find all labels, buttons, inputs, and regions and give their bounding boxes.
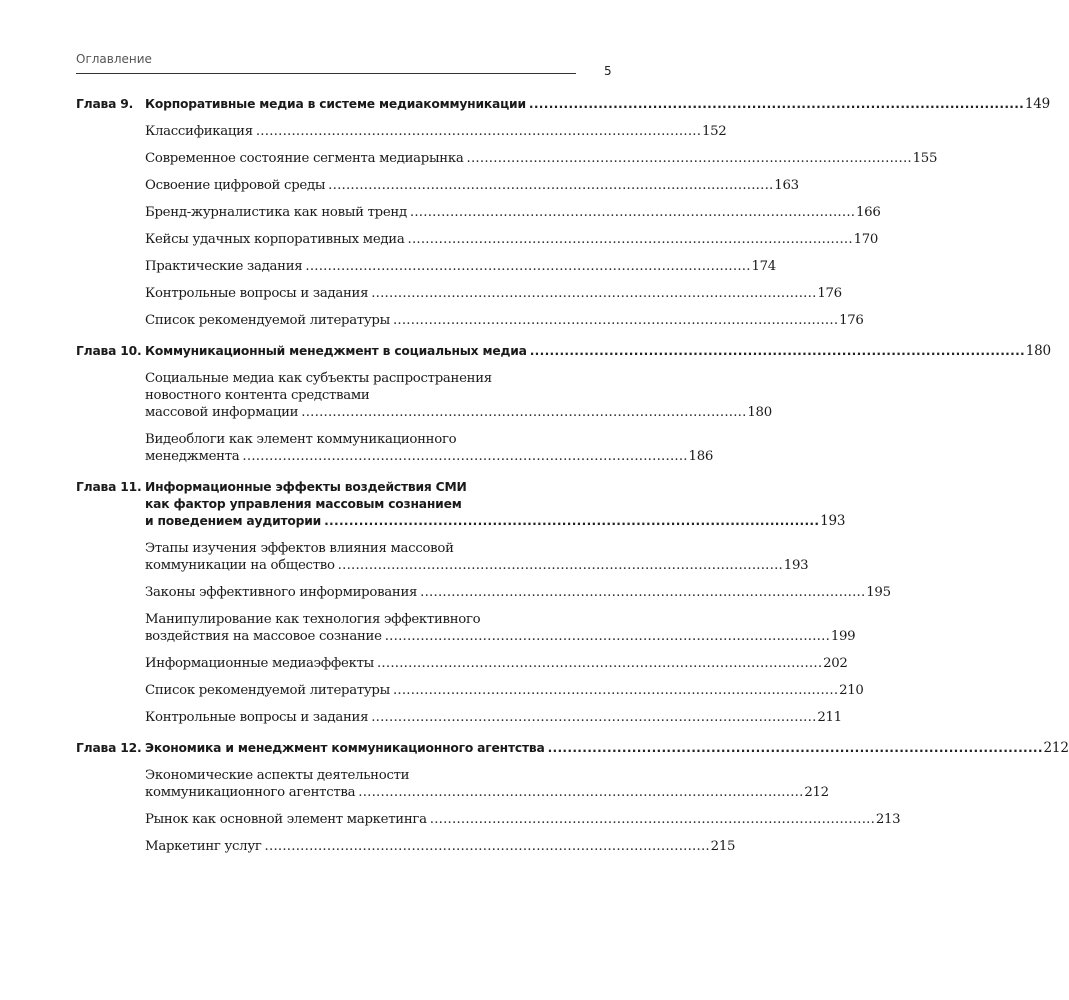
section-line xyxy=(145,557,809,574)
dot-leader xyxy=(420,584,863,601)
section-title: Бренд-журналистика как новый тренд xyxy=(145,205,407,220)
section-line xyxy=(145,811,901,828)
section-entry[interactable] xyxy=(145,611,856,645)
chapter-title-line xyxy=(145,496,845,513)
section-entry[interactable] xyxy=(145,682,864,699)
dot-leader xyxy=(407,231,850,248)
section-line xyxy=(145,150,938,167)
section-entry[interactable] xyxy=(145,584,891,601)
section-page-number: 215 xyxy=(710,839,736,854)
section-line xyxy=(145,682,864,699)
chapter-heading[interactable] xyxy=(76,740,1069,757)
section-entry[interactable] xyxy=(145,285,842,302)
section-page-number: 193 xyxy=(783,558,809,573)
section-title: Список рекомендуемой литературы xyxy=(145,683,390,698)
section-entry[interactable] xyxy=(145,540,809,574)
section-title: Список рекомендуемой литературы xyxy=(145,313,390,328)
section-title: Контрольные вопросы и задания xyxy=(145,710,369,725)
chapter-title-line xyxy=(145,343,1051,360)
chapter-heading[interactable] xyxy=(76,96,1051,113)
section-line xyxy=(145,709,842,726)
dot-leader xyxy=(256,123,699,140)
chapter-page-number: 180 xyxy=(1025,343,1051,359)
section-page-number: 212 xyxy=(804,785,829,800)
section-line xyxy=(145,204,881,221)
section-entry[interactable] xyxy=(145,709,842,726)
chapter-title xyxy=(145,96,1050,113)
chapter-number: Глава 10. xyxy=(76,344,142,358)
section-line xyxy=(145,448,714,465)
dot-leader xyxy=(467,150,910,167)
section-entry[interactable] xyxy=(145,123,727,140)
section-page-number: 211 xyxy=(817,710,842,725)
dot-leader xyxy=(242,448,685,465)
section-title: менеджмента xyxy=(145,449,240,464)
dot-leader xyxy=(529,96,1022,113)
chapter-title-text: Информационные эффекты воздействия СМИ xyxy=(145,480,467,494)
chapter-title-text: и поведением аудитории xyxy=(145,514,322,528)
section-page-number: 176 xyxy=(817,286,842,301)
section-title: Этапы изучения эффектов влияния массовой xyxy=(145,541,454,556)
section-page-number: 163 xyxy=(774,178,799,193)
dot-leader xyxy=(328,177,771,194)
section-title: Социальные медиа как субъекты распространения xyxy=(145,371,492,386)
section-title: Манипулирование как технология эффективного xyxy=(145,612,481,627)
chapter-title-line xyxy=(145,740,1069,757)
section-page-number: 213 xyxy=(875,812,901,827)
section-line xyxy=(145,231,879,248)
chapter-title-text: Коммуникационный менеджмент в социальных медиа xyxy=(145,344,527,358)
section-page-number: 195 xyxy=(866,585,891,600)
chapter-heading[interactable] xyxy=(76,343,1051,360)
section-page-number: 210 xyxy=(839,683,864,698)
section-entry[interactable] xyxy=(145,767,829,801)
section-line xyxy=(145,312,864,329)
dot-leader xyxy=(305,258,748,275)
section-title: Контрольные вопросы и задания xyxy=(145,286,369,301)
chapter-title-line xyxy=(145,479,845,496)
section-line xyxy=(145,258,776,275)
chapter-number: Глава 11. xyxy=(76,480,142,494)
section-title: новостного контента средствами xyxy=(145,388,370,403)
section-page-number: 199 xyxy=(830,629,856,644)
chapter-heading[interactable] xyxy=(76,479,846,530)
dot-leader xyxy=(371,285,814,302)
running-header: Оглавление xyxy=(76,52,152,66)
section-line xyxy=(145,584,891,601)
dot-leader xyxy=(548,740,1041,757)
section-list xyxy=(145,540,891,726)
dot-leader xyxy=(301,404,744,421)
section-title: Видеоблоги как элемент коммуникационного xyxy=(145,432,457,447)
chapter-page-number: 212 xyxy=(1043,740,1069,756)
section-line xyxy=(145,404,772,421)
section-title: массовой информации xyxy=(145,405,299,420)
section-entry[interactable] xyxy=(145,231,879,248)
section-list xyxy=(145,767,901,855)
section-list xyxy=(145,123,938,329)
section-title: коммуникации на общество xyxy=(145,558,335,573)
section-title: Классификация xyxy=(145,124,253,139)
header-rule xyxy=(76,73,576,74)
section-page-number: 155 xyxy=(912,151,938,166)
section-title: Практические задания xyxy=(145,259,303,274)
section-line xyxy=(145,838,736,855)
section-entry[interactable] xyxy=(145,177,799,194)
chapter-title-text: как фактор управления массовым сознанием xyxy=(145,497,462,511)
dot-leader xyxy=(265,838,708,855)
chapter-entry xyxy=(76,343,1051,465)
chapter-entry xyxy=(76,740,1069,855)
section-page-number: 186 xyxy=(688,449,714,464)
section-line xyxy=(145,123,727,140)
section-line xyxy=(145,655,848,672)
chapter-entry xyxy=(76,96,1051,329)
section-title: Законы эффективного информирования xyxy=(145,585,418,600)
section-page-number: 202 xyxy=(823,656,848,671)
dot-leader xyxy=(530,343,1023,360)
section-entry[interactable] xyxy=(145,312,864,329)
section-title: Маркетинг услуг xyxy=(145,839,262,854)
section-title: коммуникационного агентства xyxy=(145,785,356,800)
chapter-title-text: Корпоративные медиа в системе медиакоммуникации xyxy=(145,97,526,111)
dot-leader xyxy=(393,312,836,329)
section-title: Рынок как основной элемент маркетинга xyxy=(145,812,427,827)
chapter-title-text: Экономика и менеджмент коммуникационного агентства xyxy=(145,741,545,755)
chapter-page-number: 149 xyxy=(1024,96,1051,112)
section-line xyxy=(145,285,842,302)
dot-leader xyxy=(358,784,801,801)
dot-leader xyxy=(385,628,828,645)
chapter-number: Глава 12. xyxy=(76,741,142,755)
chapter-title xyxy=(145,740,1069,757)
section-entry[interactable] xyxy=(145,258,776,275)
dot-leader xyxy=(393,682,836,699)
page-number: 5 xyxy=(604,64,612,78)
section-entry[interactable] xyxy=(145,431,714,465)
dot-leader xyxy=(430,811,873,828)
section-page-number: 180 xyxy=(747,405,772,420)
chapter-number: Глава 9. xyxy=(76,97,134,111)
section-title: Современное состояние сегмента медиарынка xyxy=(145,151,464,166)
table-of-contents xyxy=(76,96,1069,869)
dot-leader xyxy=(324,513,817,530)
section-entry[interactable] xyxy=(145,204,881,221)
section-entry[interactable] xyxy=(145,838,736,855)
section-page-number: 170 xyxy=(853,232,879,247)
chapter-title-line xyxy=(145,96,1050,113)
section-page-number: 152 xyxy=(701,124,727,139)
section-title: Экономические аспекты деятельности xyxy=(145,768,410,783)
section-line xyxy=(145,628,856,645)
section-entry[interactable] xyxy=(145,655,848,672)
section-page-number: 174 xyxy=(751,259,776,274)
section-page-number: 166 xyxy=(856,205,881,220)
chapter-page-number: 193 xyxy=(820,513,846,529)
section-entry[interactable] xyxy=(145,150,938,167)
dot-leader xyxy=(338,557,781,574)
section-title: Освоение цифровой среды xyxy=(145,178,326,193)
section-list xyxy=(145,370,772,465)
chapter-entry xyxy=(76,479,891,726)
chapter-title xyxy=(145,479,845,530)
dot-leader xyxy=(371,709,814,726)
section-title: Информационные медиаэффекты xyxy=(145,656,374,671)
section-line xyxy=(145,177,799,194)
section-title: Кейсы удачных корпоративных медиа xyxy=(145,232,405,247)
section-entry[interactable] xyxy=(145,370,772,421)
dot-leader xyxy=(377,655,820,672)
chapter-title xyxy=(145,343,1051,360)
section-entry[interactable] xyxy=(145,811,901,828)
section-title: воздействия на массовое сознание xyxy=(145,629,382,644)
section-line xyxy=(145,784,829,801)
chapter-title-line xyxy=(145,513,845,530)
dot-leader xyxy=(410,204,853,221)
section-page-number: 176 xyxy=(839,313,864,328)
